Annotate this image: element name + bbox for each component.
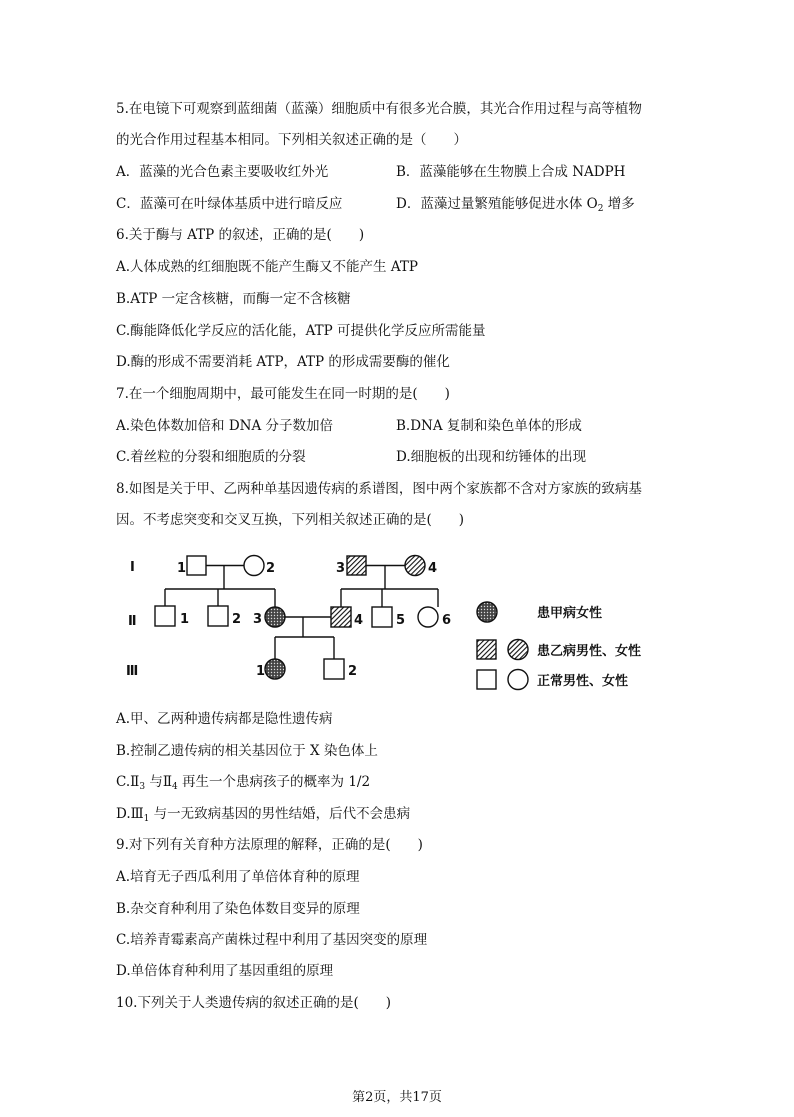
q7-option-b: B.DNA 复制和染色单体的形成 xyxy=(396,418,582,434)
g1-male-3-affected-yi xyxy=(347,556,366,575)
g3-male-2 xyxy=(324,659,344,679)
legend-yi-female-symbol xyxy=(508,640,528,660)
gen-label-2: Ⅱ xyxy=(128,614,137,629)
g2-label-1: 1 xyxy=(180,612,190,627)
q6-stem: 6.关于酶与 ATP 的叙述，正确的是( ) xyxy=(116,227,365,243)
q8-option-c: $C.Ⅱ_3$ 与$Ⅱ_4$ 再生一个患病孩子的概率为 1/2 xyxy=(116,774,371,792)
g1-male-1 xyxy=(187,556,206,575)
q9-option-d: D.单倍体育种利用了基因重组的原理 xyxy=(116,963,334,979)
q6-option-c: C.酶能降低化学反应的活化能，ATP 可提供化学反应所需能量 xyxy=(116,323,486,339)
g3-label-1: 1 xyxy=(256,664,266,679)
g1-label-1: 1 xyxy=(177,561,187,576)
q5-option-b: B．蓝藻能够在生物膜上合成 NADPH xyxy=(396,164,626,180)
g1-label-2: 2 xyxy=(266,561,276,576)
g2-male-5 xyxy=(372,607,392,627)
legend-yi-label: 患乙病男性、女性 xyxy=(537,644,642,659)
g2-male-1 xyxy=(155,606,175,626)
q9-stem: 9.对下列有关育种方法原理的解释，正确的是( ) xyxy=(116,837,423,853)
g2-female-3-affected-jia xyxy=(265,607,285,627)
q8-stem-line1: 8.如图是关于甲、乙两种单基因遗传病的系谱图，图中两个家族都不含对方家族的致病基 xyxy=(116,481,642,497)
q9-option-b: B.杂交育种利用了染色体数目变异的原理 xyxy=(116,901,360,917)
g2-label-2: 2 xyxy=(232,612,242,627)
g1-female-2 xyxy=(244,556,264,576)
q7-option-d: D.细胞板的出现和纺锤体的出现 xyxy=(396,449,587,465)
q5-option-c: C．蓝藻可在叶绿体基质中进行暗反应 xyxy=(116,196,343,212)
g2-female-6 xyxy=(418,607,438,627)
g2-male-4-affected-yi xyxy=(331,607,351,627)
legend-normal-female-symbol xyxy=(508,670,528,690)
g3-female-1-affected-jia xyxy=(265,659,285,679)
g1-label-4: 4 xyxy=(428,561,438,576)
q9-option-c: C.培养青霉素高产菌株过程中利用了基因突变的原理 xyxy=(116,932,428,948)
pedigree-diagram xyxy=(120,548,680,698)
g2-male-2 xyxy=(208,606,228,626)
q6-option-b: B.ATP 一定含核糖，而酶一定不含核糖 xyxy=(116,291,351,307)
q9-option-a: A.培育无子西瓜利用了单倍体育种的原理 xyxy=(116,869,360,885)
g2-label-5: 5 xyxy=(396,613,406,628)
g2-label-6: 6 xyxy=(442,613,452,628)
g2-label-3: 3 xyxy=(253,612,263,627)
q5-stem-line2: 的光合作用过程基本相同。下列相关叙述正确的是（ ） xyxy=(116,132,467,148)
g1-female-4-affected-yi xyxy=(405,556,425,576)
g1-label-3: 3 xyxy=(336,561,346,576)
q7-option-c: C.着丝粒的分裂和细胞质的分裂 xyxy=(116,449,306,465)
q8-option-a: A.甲、乙两种遗传病都是隐性遗传病 xyxy=(116,711,333,727)
q8-option-d: $D.Ⅲ_1$ 与一无致病基因的男性结婚，后代不会患病 xyxy=(116,806,411,824)
q6-option-d: D.酶的形成不需要消耗 ATP，ATP 的形成需要酶的催化 xyxy=(116,354,450,370)
legend-jia-female-label: 患甲病女性 xyxy=(537,606,603,621)
legend-normal-male-symbol xyxy=(477,670,496,689)
legend-normal-label: 正常男性、女性 xyxy=(537,674,629,689)
gen-label-1: I xyxy=(130,560,135,575)
q8-stem-line2: 因。不考虑突变和交叉互换，下列相关叙述正确的是( ) xyxy=(116,512,465,528)
q10-stem: 10.下列关于人类遗传病的叙述正确的是( ) xyxy=(116,995,392,1011)
gen-label-3: Ⅲ xyxy=(126,664,139,679)
q5-option-d: D．蓝藻过量繁殖能够促进水体 $O_2$ 增多 xyxy=(396,196,635,214)
q8-option-b: B.控制乙遗传病的相关基因位于 X 染色体上 xyxy=(116,743,378,759)
q5-stem-line1: 5.在电镜下可观察到蓝细菌（蓝藻）细胞质中有很多光合膜，其光合作用过程与高等植物 xyxy=(116,101,642,117)
q5-option-a: A．蓝藻的光合色素主要吸收红外光 xyxy=(116,164,329,180)
q7-option-a: A.染色体数加倍和 DNA 分子数加倍 xyxy=(116,418,334,434)
g2-label-4: 4 xyxy=(354,613,364,628)
legend-jia-female-symbol xyxy=(477,602,497,622)
q7-stem: 7.在一个细胞周期中，最可能发生在同一时期的是( ) xyxy=(116,386,450,402)
g3-label-2: 2 xyxy=(348,664,358,679)
q6-option-a: A.人体成熟的红细胞既不能产生酶又不能产生 ATP xyxy=(116,259,418,275)
legend-yi-male-symbol xyxy=(477,640,496,659)
page-footer: 第2页，共17页 xyxy=(352,1090,442,1105)
